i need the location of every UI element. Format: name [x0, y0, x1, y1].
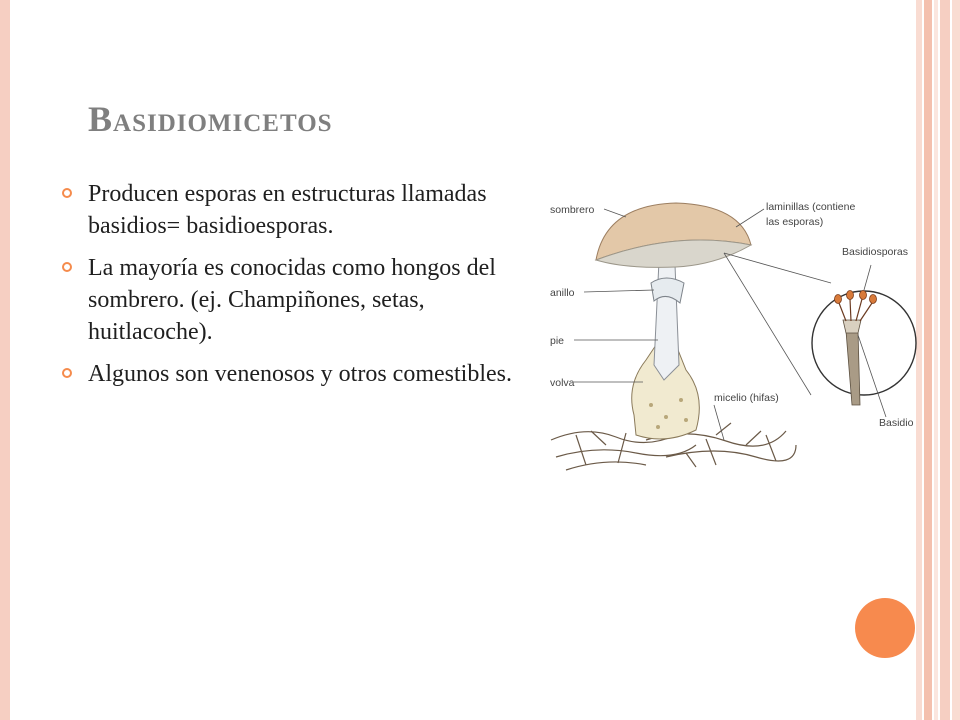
label-micelio: micelio (hifas) [714, 392, 779, 404]
slide-title: Basidiomicetos [88, 99, 333, 139]
bullet-list [62, 178, 540, 400]
label-basidiosporas: Basidiosporas [842, 246, 908, 258]
bullet-item [62, 252, 540, 348]
label-laminillas-1: laminillas (contiene [766, 201, 856, 213]
decorative-orange-circle [855, 598, 915, 658]
right-decoration [916, 0, 960, 720]
bullet-circle-icon [62, 262, 72, 272]
label-sombrero: sombrero [550, 204, 595, 216]
bullet-text: Algunos son venenosos y otros comestibles. [88, 361, 512, 387]
mushroom-diagram [546, 195, 921, 480]
bullet-circle-icon [62, 368, 72, 378]
bullet-text: La mayoría es conocidas como hongos del sombrero. (ej. Champiñones, setas, huitlacoche). [88, 255, 496, 345]
bullet-text: Producen esporas en estructuras llamadas basidios= basidioesporas. [88, 181, 487, 239]
left-border [0, 0, 10, 720]
label-basidio: Basidio [879, 417, 914, 429]
bullet-item [62, 178, 540, 242]
bullet-circle-icon [62, 188, 72, 198]
basidium-magnified [812, 291, 916, 395]
label-anillo: anillo [550, 287, 575, 299]
label-volva: volva [550, 377, 575, 389]
label-laminillas-2: las esporas) [766, 216, 824, 228]
bullet-item [62, 358, 540, 390]
label-pie: pie [550, 335, 565, 347]
